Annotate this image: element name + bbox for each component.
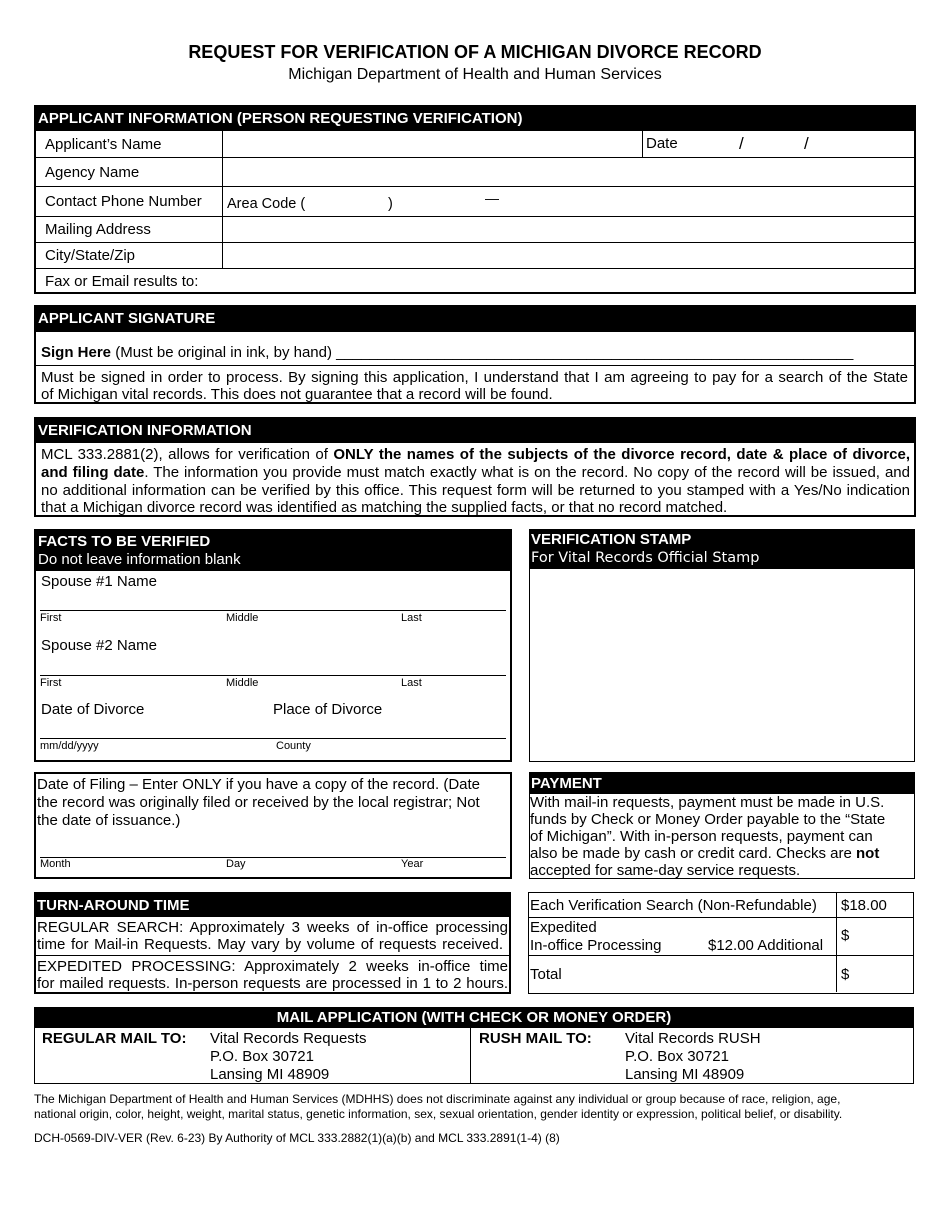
payment-text-4: also be made by cash or credit card. Checks are not [530, 845, 880, 862]
stamp-subheading: For Vital Records Official Stamp [531, 550, 760, 566]
signature-heading: APPLICANT SIGNATURE [36, 307, 914, 331]
divorce-date-label: Date of Divorce [41, 701, 145, 718]
city-state-zip-label: City/State/Zip [45, 247, 136, 264]
spouse2-first-label: First [40, 677, 62, 689]
fax-email-label: Fax or Email results to: [45, 273, 199, 290]
stamp-heading: VERIFICATION STAMP [531, 531, 692, 548]
stamp-section [529, 529, 915, 762]
expedited-amount-field[interactable] [851, 920, 909, 953]
expedited-text-1: EXPEDITED PROCESSING: Approximately 2 weeks in-office time [37, 958, 508, 975]
rush-addr-1: Vital Records RUSH [625, 1030, 761, 1047]
city-state-zip-field[interactable] [224, 244, 914, 267]
form-id: DCH-0569-DIV-VER (Rev. 6-23) By Authority of MCL 333.2882(1)(a)(b) and MCL 333.2891(1-4) (8) [34, 1131, 560, 1145]
divorce-place-label: Place of Divorce [273, 701, 383, 718]
filing-month-label: Month [40, 858, 71, 870]
applicant-heading: APPLICANT INFORMATION (PERSON REQUESTING VERIFICATION) [36, 107, 914, 130]
mail-heading: MAIL APPLICATION (WITH CHECK OR MONEY ORDER) [35, 1008, 913, 1028]
sign-here-label: Sign Here [41, 344, 112, 361]
date-slash-2: / [804, 134, 809, 153]
date-format-label: mm/dd/yyyy [40, 740, 99, 752]
date-label: Date [646, 135, 678, 152]
verification-text-3: no additional information can be verified by this office. This request form will be returned to you stamped with a Yes/No indication [41, 482, 910, 499]
total-amount-field[interactable] [851, 958, 909, 990]
nondiscrimination-1: The Michigan Department of Health and Human Services (MDHHS) does not discriminate against any individual or group because of race, religion, age, [34, 1092, 841, 1106]
area-code-open: Area Code ( [227, 196, 306, 212]
payment-heading: PAYMENT [530, 773, 914, 794]
date-slash-1: / [739, 134, 744, 153]
agency-name-field[interactable] [224, 159, 914, 185]
expedited-amount: $ [841, 927, 850, 944]
regular-search-text-1: REGULAR SEARCH: Approximately 3 weeks of in-office processing [37, 919, 508, 936]
area-code-close: ) [388, 196, 393, 212]
spouse2-middle-label: Middle [226, 677, 259, 689]
mailing-address-label: Mailing Address [45, 221, 151, 238]
divorce-date-field[interactable] [40, 719, 268, 737]
verification-text-2: and filing date. The information you provide must match exactly what is on the record. No copy of the record will be issued, and [41, 464, 910, 481]
rush-mail-label: RUSH MAIL TO: [479, 1030, 592, 1047]
verification-section [34, 417, 916, 517]
signature-field[interactable] [348, 340, 908, 360]
spouse1-field[interactable] [40, 591, 506, 609]
agency-name-label: Agency Name [45, 164, 140, 181]
phone-field[interactable] [224, 188, 914, 214]
stamp-heading-bar [530, 529, 914, 569]
spouse1-first-label: First [40, 612, 62, 624]
fax-email-field[interactable] [226, 270, 914, 292]
regular-addr-3: Lansing MI 48909 [210, 1066, 330, 1083]
verification-text-1: MCL 333.2881(2), allows for verification of ONLY the names of the subjects of the divorce record, date & place of divorce, [41, 446, 910, 463]
sign-here-note: (Must be original in ink, by hand) ______________________________________________________________ [111, 344, 854, 361]
filing-text-2: the record was originally filed or received by the local registrar; Not [37, 794, 480, 811]
payment-text-3: of Michigan”. With in-person requests, payment can [530, 828, 873, 845]
form-title: REQUEST FOR VERIFICATION OF A MICHIGAN DIVORCE RECORD [188, 42, 762, 62]
filing-date-field[interactable] [40, 836, 506, 856]
regular-search-text-2: time for Mail-in Requests. May vary by volume of requests received. [37, 936, 503, 953]
regular-addr-1: Vital Records Requests [210, 1030, 367, 1047]
signature-section [34, 305, 916, 404]
spouse2-last-label: Last [401, 677, 422, 689]
signature-text-1: Must be signed in order to process. By signing this application, I understand that I am agreeing to pay for a search of the State [41, 369, 908, 386]
rush-addr-2: P.O. Box 30721 [625, 1048, 729, 1065]
spouse2-field[interactable] [40, 655, 506, 674]
regular-mail-label: REGULAR MAIL TO: [42, 1030, 187, 1047]
county-label: County [276, 740, 311, 752]
stamp-area [530, 569, 914, 760]
payment-text-1: With mail-in requests, payment must be made in U.S. [530, 794, 885, 811]
rush-addr-3: Lansing MI 48909 [625, 1066, 745, 1083]
phone-label: Contact Phone Number [45, 193, 202, 210]
facts-subheading: Do not leave information blank [38, 551, 241, 568]
total-label: Total [530, 966, 562, 983]
applicant-name-field[interactable] [224, 132, 640, 156]
filing-year-label: Year [401, 858, 424, 870]
form-subtitle: Michigan Department of Health and Human Services [288, 66, 662, 83]
total-amount: $ [841, 966, 850, 983]
phone-dash: — [485, 190, 499, 206]
search-fee-label: Each Verification Search (Non-Refundable) [530, 897, 817, 914]
mailing-address-field[interactable] [224, 218, 914, 241]
nondiscrimination-2: national origin, color, height, weight, marital status, genetic information, sex, sexual orientation, gender identity or expression, political belief, or disability. [34, 1107, 843, 1121]
verification-text-4: that a Michigan divorce record was identified as matching the supplied facts, or that no record matched. [41, 499, 728, 516]
fees-table [528, 892, 914, 994]
applicant-section [34, 105, 916, 294]
facts-heading-bar [36, 531, 510, 571]
mail-section [34, 1007, 914, 1084]
payment-text-5: accepted for same-day service requests. [530, 862, 801, 879]
expedited-label-2: In-office Processing [530, 937, 662, 954]
regular-addr-2: P.O. Box 30721 [210, 1048, 314, 1065]
spouse1-last-label: Last [401, 612, 422, 624]
verification-heading: VERIFICATION INFORMATION [36, 419, 914, 443]
spouse2-label: Spouse #2 Name [41, 637, 157, 654]
signature-text-2: of Michigan vital records. This does not guarantee that a record will be found. [41, 386, 553, 403]
applicant-name-label: Applicant’s Name [45, 136, 162, 153]
facts-section [34, 529, 512, 762]
date-field[interactable] [686, 132, 914, 156]
filing-text-1: Date of Filing – Enter ONLY if you have a copy of the record. (Date [37, 776, 481, 793]
expedited-additional: $12.00 Additional [708, 937, 824, 954]
filing-text-3: the date of issuance.) [37, 812, 181, 829]
facts-heading: FACTS TO BE VERIFIED [38, 533, 211, 550]
divorce-place-field[interactable] [272, 719, 506, 737]
spouse1-middle-label: Middle [226, 612, 259, 624]
search-fee-amount: $18.00 [841, 897, 887, 914]
turnaround-heading: TURN-AROUND TIME [36, 894, 509, 917]
turnaround-section [34, 892, 511, 994]
payment-section [529, 772, 915, 879]
payment-text-2: funds by Check or Money Order payable to the “State [530, 811, 886, 828]
expedited-text-2: for mailed requests. In-person requests are processed in 1 to 2 hours. [37, 975, 508, 992]
filing-section [34, 772, 512, 879]
filing-day-label: Day [226, 858, 246, 870]
spouse1-label: Spouse #1 Name [41, 573, 157, 590]
expedited-label-1: Expedited [530, 919, 597, 936]
